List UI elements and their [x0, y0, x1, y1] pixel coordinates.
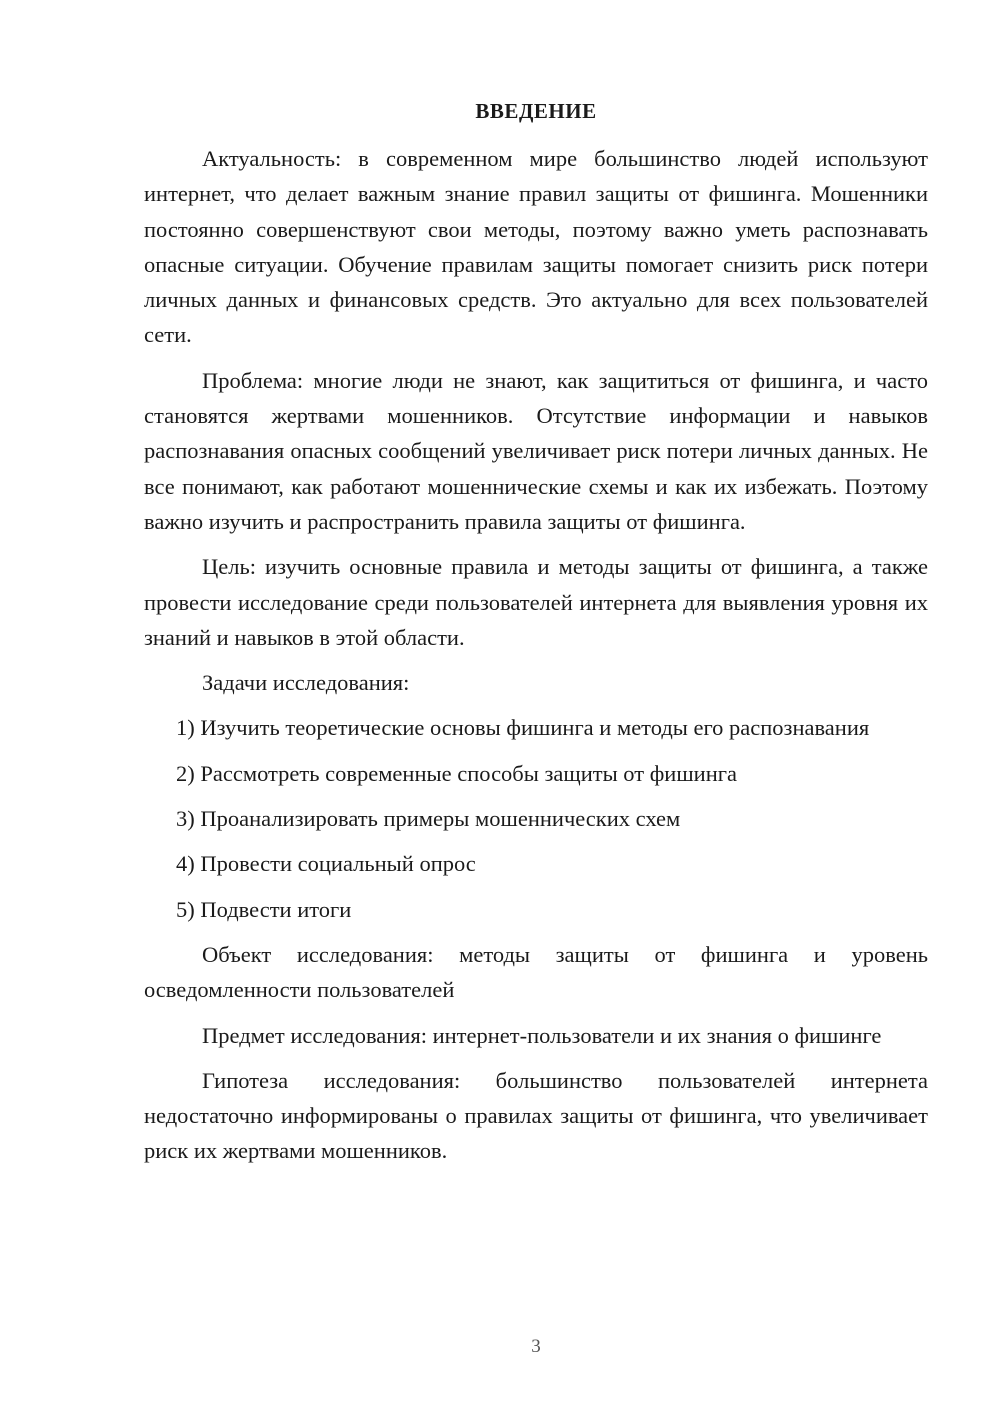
- tasks-heading: Задачи исследования:: [202, 670, 410, 696]
- object-paragraph: Объект исследования: методы защиты от фишинга и уровень осведомленности пользователей: [144, 941, 928, 1003]
- page-title: ВВЕДЕНИЕ: [475, 99, 597, 123]
- hypothesis-paragraph: Гипотеза исследования: большинство пользователей интернета недостаточно информированы о правилах защиты от фишинга, что увеличивает риск их жертвами мошенников.: [144, 1067, 928, 1164]
- document-page: [144, 94, 928, 1179]
- relevance-paragraph: Актуальность: в современном мире большинство людей используют интернет, что делает важным знание правил защиты от фишинга. Мошенники постоянно совершенствуют свои методы, поэтому важно уметь распознавать опасные ситуации. Обучение правилам защиты помогает снизить риск потери личных данных и финансовых средств. Это актуально для всех пользователей сети.: [144, 146, 928, 348]
- task-item-5: 5) Подвести итоги: [176, 896, 352, 922]
- problem-paragraph: Проблема: многие люди не знают, как защититься от фишинга, и часто становятся жертвами мошенников. Отсутствие информации и навыков распознавания опасных сообщений увеличивает риск потери личных данных. Не все понимают, как работают мошеннические схемы и как их избежать. Поэтому важно изучить и распространить правила защиты от фишинга.: [144, 367, 928, 534]
- task-item-3: 3) Проанализировать примеры мошеннических схем: [176, 806, 681, 832]
- task-item-1: 1) Изучить теоретические основы фишинга и методы его распознавания: [176, 715, 870, 741]
- goal-paragraph: Цель: изучить основные правила и методы защиты от фишинга, а также провести исследование среди пользователей интернета для выявления уровня их знаний и навыков в этой области.: [144, 554, 928, 650]
- page-number: 3: [531, 1336, 541, 1357]
- task-item-4: 4) Провести социальный опрос: [176, 851, 476, 877]
- subject-paragraph: Предмет исследования: интернет-пользователи и их знания о фишинге: [202, 1022, 882, 1048]
- task-item-2: 2) Рассмотреть современные способы защиты от фишинга: [176, 760, 737, 786]
